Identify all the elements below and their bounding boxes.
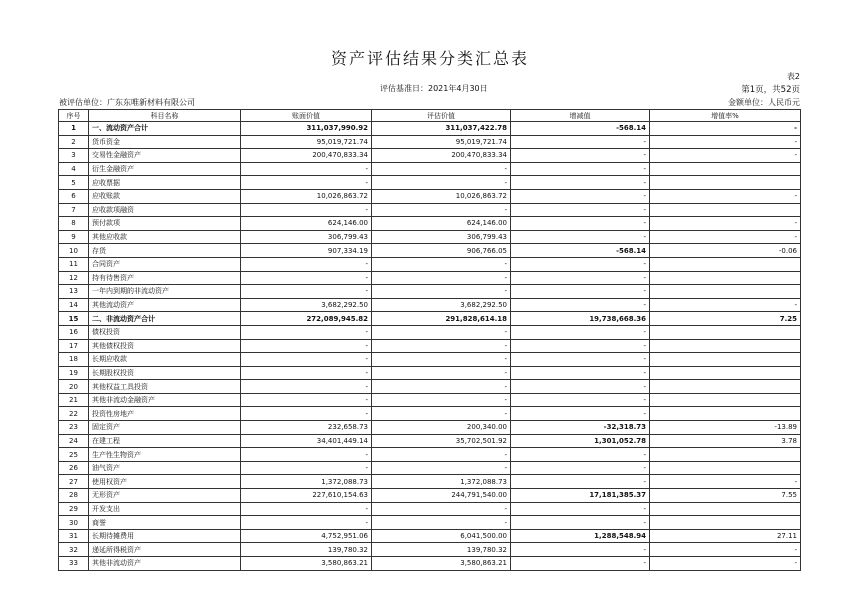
change-value: - — [511, 230, 650, 244]
change-value: - — [511, 271, 650, 285]
book-value: - — [241, 448, 372, 462]
account-name: 长期应收款 — [89, 353, 241, 367]
header-change: 增减值 — [511, 110, 650, 122]
row-number: 19 — [59, 366, 89, 380]
change-value: - — [511, 149, 650, 163]
account-name: 生产性生物资产 — [89, 448, 241, 462]
page-info: 第1页，共52页 — [741, 85, 800, 95]
change-rate: 27.11 — [650, 529, 801, 543]
change-value: - — [511, 516, 650, 530]
change-value: - — [511, 325, 650, 339]
change-rate — [650, 366, 801, 380]
book-value: 3,580,863.21 — [241, 557, 372, 571]
change-rate: 7.25 — [650, 312, 801, 326]
book-value: - — [241, 461, 372, 475]
header-rate: 增值率% — [650, 110, 801, 122]
account-name: 应收账款 — [89, 189, 241, 203]
evaluated-value: 35,702,501.92 — [372, 434, 511, 448]
book-value: - — [241, 393, 372, 407]
change-value: 1,288,548.94 — [511, 529, 650, 543]
book-value: - — [241, 407, 372, 421]
account-name: 一年内到期的非流动资产 — [89, 285, 241, 299]
book-value: - — [241, 380, 372, 394]
change-rate — [650, 516, 801, 530]
table-row — [59, 502, 801, 516]
row-number: 6 — [59, 189, 89, 203]
account-name: 合同资产 — [89, 257, 241, 271]
book-value: - — [241, 203, 372, 217]
change-rate: 7.55 — [650, 489, 801, 503]
row-number: 13 — [59, 285, 89, 299]
change-value: - — [511, 257, 650, 271]
evaluated-value: 139,780.32 — [372, 543, 511, 557]
account-name: 其他非流动金融资产 — [89, 393, 241, 407]
evaluated-value: 906,766.05 — [372, 244, 511, 258]
account-name: 其他流动资产 — [89, 298, 241, 312]
table-row — [59, 393, 801, 407]
table-row — [59, 380, 801, 394]
change-value: 17,181,385.37 — [511, 489, 650, 503]
table-row — [59, 557, 801, 571]
row-number: 24 — [59, 434, 89, 448]
change-value: - — [511, 353, 650, 367]
book-value: 311,037,990.92 — [241, 122, 372, 136]
account-name: 商誉 — [89, 516, 241, 530]
change-value: - — [511, 189, 650, 203]
book-value: 139,780.32 — [241, 543, 372, 557]
row-number: 11 — [59, 257, 89, 271]
table-row — [59, 162, 801, 176]
change-value: - — [511, 217, 650, 231]
report-title: 资产评估结果分类汇总表 — [330, 49, 529, 68]
evaluated-value: - — [372, 366, 511, 380]
book-value: - — [241, 325, 372, 339]
table-row — [59, 475, 801, 489]
change-value: -568.14 — [511, 122, 650, 136]
book-value: 1,372,088.73 — [241, 475, 372, 489]
table-row — [59, 230, 801, 244]
change-rate — [650, 407, 801, 421]
row-number: 9 — [59, 230, 89, 244]
row-number: 7 — [59, 203, 89, 217]
row-number: 30 — [59, 516, 89, 530]
change-value: - — [511, 366, 650, 380]
evaluated-value: 10,026,863.72 — [372, 189, 511, 203]
change-value: - — [511, 557, 650, 571]
table-row — [59, 217, 801, 231]
row-number: 1 — [59, 122, 89, 136]
evaluated-value: - — [372, 176, 511, 190]
change-rate: -13.89 — [650, 421, 801, 435]
table-row — [59, 461, 801, 475]
row-number: 17 — [59, 339, 89, 353]
header-no: 序号 — [59, 110, 89, 122]
currency-unit: 金额单位：人民币元 — [728, 98, 800, 107]
account-name: 持有待售资产 — [89, 271, 241, 285]
book-value: - — [241, 339, 372, 353]
table-row — [59, 529, 801, 543]
row-number: 28 — [59, 489, 89, 503]
change-rate: - — [650, 217, 801, 231]
account-name: 应收款项融资 — [89, 203, 241, 217]
row-number: 18 — [59, 353, 89, 367]
account-name: 应收票据 — [89, 176, 241, 190]
change-rate — [650, 257, 801, 271]
evaluated-value: 6,041,500.00 — [372, 529, 511, 543]
account-name: 债权投资 — [89, 325, 241, 339]
book-value: - — [241, 162, 372, 176]
table-row — [59, 149, 801, 163]
change-value: - — [511, 203, 650, 217]
table-row — [59, 135, 801, 149]
change-rate — [650, 285, 801, 299]
change-value: - — [511, 339, 650, 353]
account-name: 长期股权投资 — [89, 366, 241, 380]
account-name: 固定资产 — [89, 421, 241, 435]
book-value: 95,019,721.74 — [241, 135, 372, 149]
table-row — [59, 421, 801, 435]
change-value: - — [511, 298, 650, 312]
evaluated-value: - — [372, 339, 511, 353]
change-value: - — [511, 475, 650, 489]
book-value: 200,470,833.34 — [241, 149, 372, 163]
table-row — [59, 271, 801, 285]
evaluated-value: - — [372, 407, 511, 421]
change-value: - — [511, 448, 650, 462]
change-rate — [650, 393, 801, 407]
book-value: 907,334.19 — [241, 244, 372, 258]
change-value: 19,738,668.36 — [511, 312, 650, 326]
row-number: 4 — [59, 162, 89, 176]
book-value: 4,752,951.06 — [241, 529, 372, 543]
change-value: - — [511, 285, 650, 299]
evaluated-value: 3,580,863.21 — [372, 557, 511, 571]
table-row — [59, 353, 801, 367]
change-value: - — [511, 135, 650, 149]
evaluated-value: - — [372, 203, 511, 217]
change-value: - — [511, 162, 650, 176]
table-number: 表2 — [786, 72, 800, 81]
change-rate — [650, 353, 801, 367]
account-name: 其他应收款 — [89, 230, 241, 244]
change-rate: - — [650, 298, 801, 312]
book-value: 227,610,154.63 — [241, 489, 372, 503]
change-rate — [650, 448, 801, 462]
table-row — [59, 339, 801, 353]
summary-table — [58, 109, 801, 571]
evaluated-value: - — [372, 393, 511, 407]
evaluated-value: 200,470,833.34 — [372, 149, 511, 163]
change-rate — [650, 325, 801, 339]
row-number: 14 — [59, 298, 89, 312]
evaluated-value: - — [372, 162, 511, 176]
table-row — [59, 298, 801, 312]
account-name: 衍生金融资产 — [89, 162, 241, 176]
change-rate: - — [650, 230, 801, 244]
account-name: 存货 — [89, 244, 241, 258]
change-value: -568.14 — [511, 244, 650, 258]
change-rate: - — [650, 189, 801, 203]
table-row — [59, 285, 801, 299]
row-number: 12 — [59, 271, 89, 285]
header-book-value: 账面价值 — [241, 110, 372, 122]
evaluated-value: 291,828,614.18 — [372, 312, 511, 326]
row-number: 20 — [59, 380, 89, 394]
table-row — [59, 189, 801, 203]
account-name: 预付款项 — [89, 217, 241, 231]
change-rate: 3.78 — [650, 434, 801, 448]
book-value: 3,682,292.50 — [241, 298, 372, 312]
change-rate: - — [650, 557, 801, 571]
change-value: - — [511, 543, 650, 557]
book-value: - — [241, 502, 372, 516]
table-row — [59, 448, 801, 462]
evaluated-value: 244,791,540.00 — [372, 489, 511, 503]
evaluated-value: 95,019,721.74 — [372, 135, 511, 149]
table-row — [59, 366, 801, 380]
book-value: - — [241, 271, 372, 285]
row-number: 16 — [59, 325, 89, 339]
table-row — [59, 244, 801, 258]
account-name: 长期待摊费用 — [89, 529, 241, 543]
row-number: 22 — [59, 407, 89, 421]
table-header-row — [59, 110, 801, 122]
row-number: 8 — [59, 217, 89, 231]
book-value: 232,658.73 — [241, 421, 372, 435]
evaluated-value: 624,146.00 — [372, 217, 511, 231]
book-value: 10,026,863.72 — [241, 189, 372, 203]
row-number: 32 — [59, 543, 89, 557]
account-name: 二、非流动资产合计 — [89, 312, 241, 326]
evaluated-value: - — [372, 380, 511, 394]
table-row — [59, 489, 801, 503]
account-name: 投资性房地产 — [89, 407, 241, 421]
change-rate — [650, 339, 801, 353]
evaluated-value: - — [372, 285, 511, 299]
book-value: - — [241, 353, 372, 367]
evaluated-value: - — [372, 257, 511, 271]
base-date: 评估基准日：2021年4月30日 — [380, 84, 488, 93]
row-number: 26 — [59, 461, 89, 475]
change-rate: - — [650, 149, 801, 163]
book-value: 272,089,945.82 — [241, 312, 372, 326]
table-row — [59, 516, 801, 530]
account-name: 交易性金融资产 — [89, 149, 241, 163]
book-value: - — [241, 257, 372, 271]
table-row — [59, 312, 801, 326]
account-name: 使用权资产 — [89, 475, 241, 489]
table-row — [59, 176, 801, 190]
change-rate: - — [650, 475, 801, 489]
change-value: 1,301,052.78 — [511, 434, 650, 448]
book-value: 624,146.00 — [241, 217, 372, 231]
row-number: 27 — [59, 475, 89, 489]
table-row — [59, 325, 801, 339]
header-eval-value: 评估价值 — [372, 110, 511, 122]
change-rate: -0.06 — [650, 244, 801, 258]
account-name: 其他非流动资产 — [89, 557, 241, 571]
account-name: 开发支出 — [89, 502, 241, 516]
evaluated-value: - — [372, 461, 511, 475]
evaluated-value: - — [372, 448, 511, 462]
evaluated-value: 306,799.43 — [372, 230, 511, 244]
change-value: - — [511, 380, 650, 394]
row-number: 23 — [59, 421, 89, 435]
account-name: 货币资金 — [89, 135, 241, 149]
change-rate — [650, 271, 801, 285]
table-row — [59, 543, 801, 557]
row-number: 3 — [59, 149, 89, 163]
book-value: 34,401,449.14 — [241, 434, 372, 448]
row-number: 21 — [59, 393, 89, 407]
change-rate — [650, 502, 801, 516]
evaluated-value: - — [372, 325, 511, 339]
evaluated-value: 200,340.00 — [372, 421, 511, 435]
change-rate — [650, 162, 801, 176]
book-value: - — [241, 176, 372, 190]
book-value: - — [241, 285, 372, 299]
change-rate — [650, 176, 801, 190]
account-name: 在建工程 — [89, 434, 241, 448]
evaluated-value: 311,037,422.78 — [372, 122, 511, 136]
account-name: 其他权益工具投资 — [89, 380, 241, 394]
row-number: 31 — [59, 529, 89, 543]
change-rate — [650, 380, 801, 394]
table-row — [59, 257, 801, 271]
book-value: - — [241, 516, 372, 530]
evaluated-unit: 被评估单位：广东东唯新材料有限公司 — [59, 98, 195, 107]
change-rate: - — [650, 543, 801, 557]
evaluated-value: - — [372, 502, 511, 516]
change-rate — [650, 461, 801, 475]
change-value: - — [511, 502, 650, 516]
row-number: 2 — [59, 135, 89, 149]
row-number: 25 — [59, 448, 89, 462]
row-number: 5 — [59, 176, 89, 190]
row-number: 33 — [59, 557, 89, 571]
table-row — [59, 407, 801, 421]
evaluated-value: 1,372,088.73 — [372, 475, 511, 489]
row-number: 15 — [59, 312, 89, 326]
account-name: 无形资产 — [89, 489, 241, 503]
change-rate: - — [650, 135, 801, 149]
header-account: 科目名称 — [89, 110, 241, 122]
evaluated-value: - — [372, 516, 511, 530]
row-number: 10 — [59, 244, 89, 258]
change-value: -32,318.73 — [511, 421, 650, 435]
change-value: - — [511, 176, 650, 190]
table-row — [59, 122, 801, 136]
evaluated-value: 3,682,292.50 — [372, 298, 511, 312]
evaluated-value: - — [372, 353, 511, 367]
evaluated-value: - — [372, 271, 511, 285]
account-name: 其他债权投资 — [89, 339, 241, 353]
row-number: 29 — [59, 502, 89, 516]
book-value: 306,799.43 — [241, 230, 372, 244]
table-row — [59, 434, 801, 448]
account-name: 一、流动资产合计 — [89, 122, 241, 136]
account-name: 递延所得税资产 — [89, 543, 241, 557]
change-value: - — [511, 393, 650, 407]
change-rate: - — [650, 122, 801, 136]
account-name: 油气资产 — [89, 461, 241, 475]
change-rate — [650, 203, 801, 217]
change-value: - — [511, 461, 650, 475]
book-value: - — [241, 366, 372, 380]
table-row — [59, 203, 801, 217]
change-value: - — [511, 407, 650, 421]
